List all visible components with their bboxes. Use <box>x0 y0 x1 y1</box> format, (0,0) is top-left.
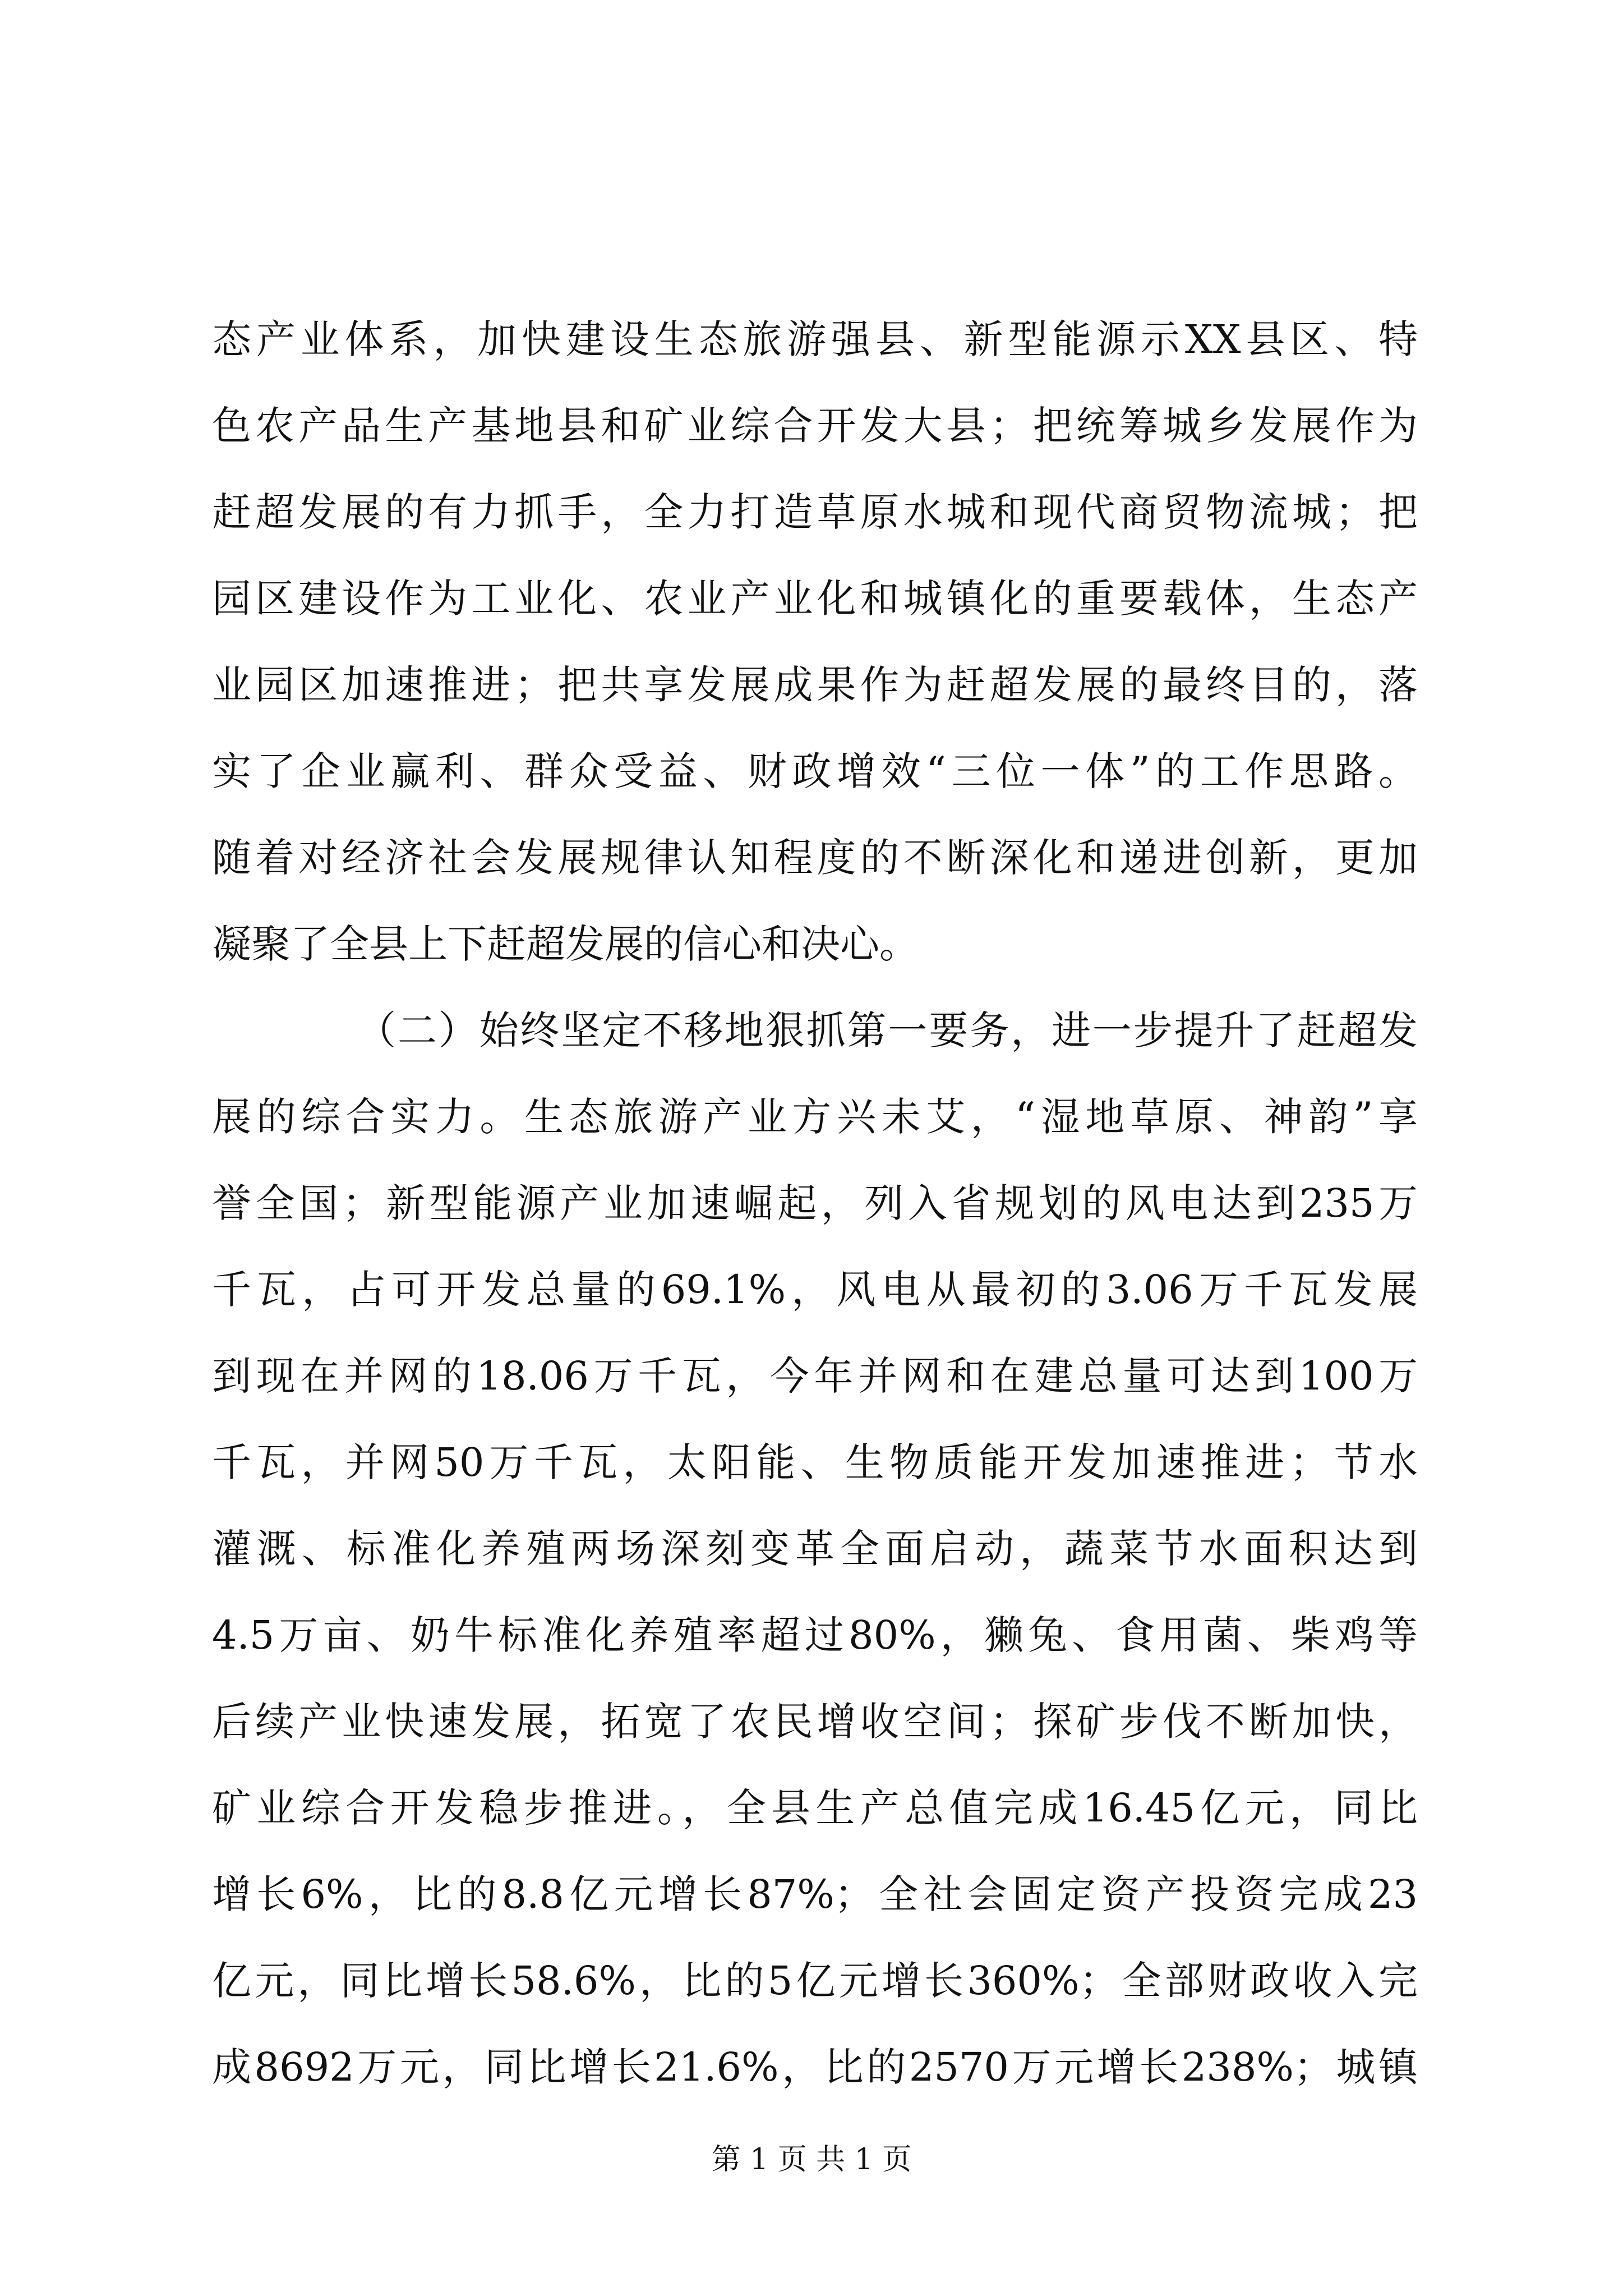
paragraph-line: 誉全国；新型能源产业加速崛起，列入省规划的风电达到235万 <box>212 1180 1418 1226</box>
paragraph-line: 矿业综合开发稳步推进。，全县生产总值完成16.45亿元，同比 <box>212 1785 1418 1831</box>
paragraph-line: 态产业体系，加快建设生态旅游强县、新型能源示XX县区、特 <box>212 316 1418 362</box>
paragraph-line: 园区建设作为工业化、农业产业化和城镇化的重要载体，生态产 <box>212 576 1418 622</box>
paragraph-line: 后续产业快速发展，拓宽了农民增收空间；探矿步伐不断加快， <box>212 1699 1418 1745</box>
paragraph-line: 业园区加速推进；把共享发展成果作为赶超发展的最终目的，落 <box>212 662 1418 708</box>
paragraph-line: 到现在并网的18.06万千瓦，今年并网和在建总量可达到100万 <box>212 1353 1418 1399</box>
paragraph-line: 色农产品生产基地县和矿业综合开发大县；把统筹城乡发展作为 <box>212 403 1418 449</box>
paragraph-line: （二）始终坚定不移地狠抓第一要务，进一步提升了赶超发 <box>357 1007 1418 1053</box>
document-body <box>212 296 1418 2110</box>
paragraph-line: 展的综合实力。生态旅游产业方兴未艾，“湿地草原、神韵”享 <box>212 1094 1418 1140</box>
paragraph-line: 增长6%，比的8.8亿元增长87%；全社会固定资产投资完成23 <box>212 1871 1418 1917</box>
paragraph-line: 千瓦，并网50万千瓦，太阳能、生物质能开发加速推进；节水 <box>212 1439 1418 1485</box>
paragraph-line: 灌溉、标准化养殖两场深刻变革全面启动，蔬菜节水面积达到 <box>212 1526 1418 1572</box>
paragraph-line: 亿元，同比增长58.6%，比的5亿元增长360%；全部财政收入完 <box>212 1958 1418 2004</box>
page-footer: 第 1 页 共 1 页 <box>711 2143 912 2177</box>
paragraph-line: 成8692万元，同比增长21.6%，比的2570万元增长238%；城镇 <box>212 2044 1418 2090</box>
paragraph-line: 凝聚了全县上下赶超发展的信心和决心。 <box>212 921 919 967</box>
paragraph-line: 随着对经济社会发展规律认知程度的不断深化和递进创新，更加 <box>212 835 1418 881</box>
paragraph-line: 实了企业赢利、群众受益、财政增效“三位一体”的工作思路。 <box>212 748 1418 794</box>
paragraph-line: 4.5万亩、奶牛标准化养殖率超过80%，獭兔、食用菌、柴鸡等 <box>212 1612 1418 1658</box>
paragraph-line: 赶超发展的有力抓手，全力打造草原水城和现代商贸物流城；把 <box>212 489 1418 535</box>
paragraph-line: 千瓦，占可开发总量的69.1%，风电从最初的3.06万千瓦发展 <box>212 1267 1418 1313</box>
